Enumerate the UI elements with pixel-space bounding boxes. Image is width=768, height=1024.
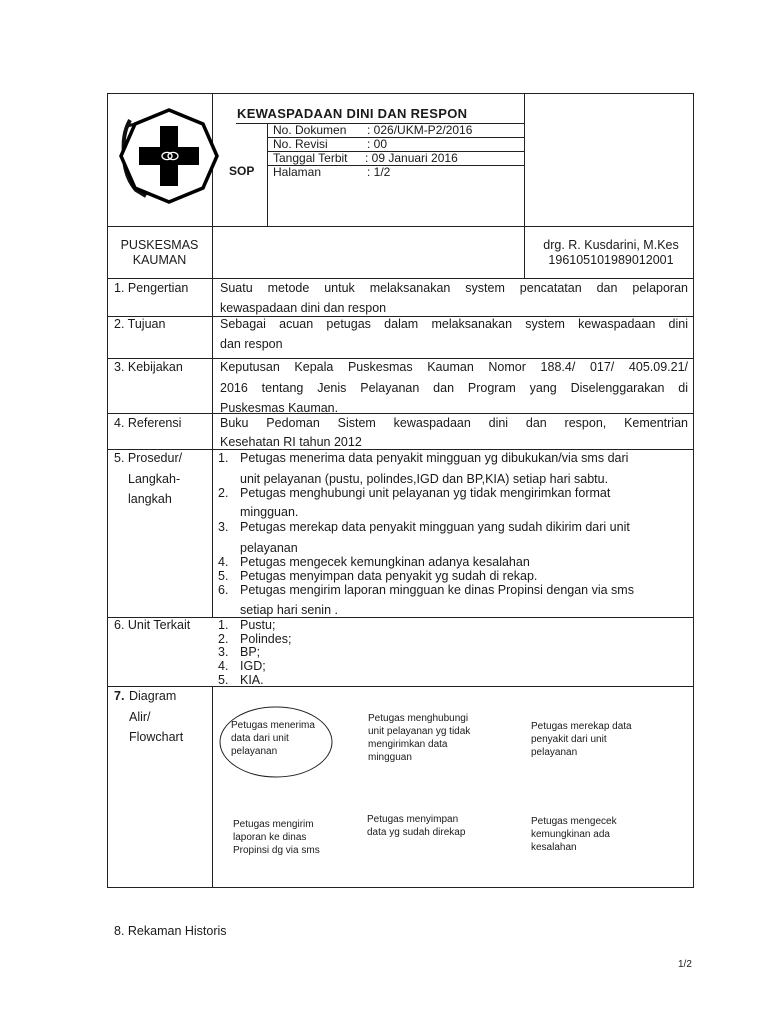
unit-number: 3. (218, 645, 229, 659)
signer-nip: 196105101989012001 (548, 253, 674, 267)
meta-no-dokumen-label: No. Dokumen (273, 123, 347, 137)
unit-text: KIA. (240, 673, 264, 687)
meta-no-dokumen-value: : 026/UKM-P2/2016 (367, 123, 473, 137)
section-diagram-label-2: Alir/ (129, 710, 151, 724)
unit-text: Pustu; (240, 618, 276, 632)
meta-halaman-label: Halaman (273, 165, 322, 179)
signer-name: drg. R. Kusdarini, M.Kes (543, 238, 679, 252)
section-kebijakan-label: 3. Kebijakan (114, 360, 183, 374)
section-tujuan-text-1: Sebagai acuan petugas dalam melaksanakan system kewaspadaan dini (220, 317, 688, 331)
page-number: 1/2 (678, 959, 692, 970)
section-pengertian-text-2: kewaspadaan dini dan respon (220, 301, 387, 315)
flow-text: Petugas menghubungi (368, 713, 469, 724)
section-pengertian-label: 1. Pengertian (114, 281, 189, 295)
section-tujuan-text-2: dan respon (220, 337, 283, 351)
flow-text: mingguan (368, 752, 412, 763)
flow-text: Petugas menerima (231, 720, 315, 731)
rule-right-column (524, 93, 525, 278)
meta-tanggal-label: Tanggal Terbit (273, 151, 348, 165)
step-text: Petugas mengecek kemungkinan adanya kesalahan (240, 555, 530, 569)
unit-text: IGD; (240, 659, 266, 673)
flow-text: penyakit dari unit (531, 734, 607, 745)
step-text: Petugas menghubungi unit pelayanan yg tidak mengirimkan format (240, 486, 611, 500)
flow-text: pelayanan (231, 746, 278, 757)
step-text: unit pelayanan (pustu, polindes,IGD dan BP,KIA) setiap hari sabtu. (240, 472, 609, 486)
section-kebijakan-text-1: Keputusan Kepala Puskesmas Kauman Nomor 188.4/ 017/ 405.09.21/ (220, 360, 688, 374)
rekaman-historis-heading: 8. Rekaman Historis (114, 924, 227, 938)
step-number: 3. (218, 520, 229, 534)
unit-number: 4. (218, 659, 229, 673)
step-number: 2. (218, 486, 229, 500)
meta-no-revisi-label: No. Revisi (273, 137, 328, 151)
rule-unit-bottom (107, 686, 694, 687)
step-text: pelayanan (240, 541, 298, 555)
section-unit-label: 6. Unit Terkait (114, 618, 191, 632)
flowchart-box-hubungi (368, 712, 470, 764)
section-tujuan-label: 2. Tujuan (114, 317, 166, 331)
flowchart-box-terima (231, 719, 315, 758)
flow-text: pelayanan (531, 747, 578, 758)
puskesmas-logo-icon (116, 104, 222, 204)
step-text: Petugas menyimpan data penyakit yg sudah di rekap. (240, 569, 538, 583)
unit-number: 5. (218, 673, 229, 687)
flow-text: Petugas mengirim (233, 819, 314, 830)
rule-referensi-bottom (107, 449, 694, 450)
section-kebijakan-text-3: Puskesmas Kauman. (220, 401, 339, 415)
flow-text: Petugas menyimpan (367, 814, 459, 825)
rule-header-bottom (107, 226, 694, 227)
flowchart-box-cek (531, 815, 617, 854)
unit-text: Polindes; (240, 632, 292, 646)
section-diagram-label-1: Diagram (129, 689, 177, 703)
unit-text: BP; (240, 645, 261, 659)
rule-tujuan-bottom (107, 358, 694, 359)
section-referensi-label: 4. Referensi (114, 416, 182, 430)
unit-number: 2. (218, 632, 229, 646)
meta-tanggal-value: : 09 Januari 2016 (365, 151, 458, 165)
step-number: 5. (218, 569, 229, 583)
rule-label-column-diagram (212, 686, 213, 888)
rule-kebijakan-bottom (107, 413, 694, 414)
step-text: setiap hari senin . (240, 603, 338, 617)
flow-text: mengirimkan data (368, 739, 448, 750)
flow-text: Propinsi dg via sms (233, 845, 320, 856)
flow-text: data dari unit (231, 733, 289, 744)
section-prosedur-label-1: 5. Prosedur/ (114, 451, 183, 465)
step-text: Petugas merekap data penyakit mingguan yang sudah dikirim dari unit (240, 520, 630, 534)
document-title: KEWASPADAAN DINI DAN RESPON (237, 106, 468, 121)
step-number: 4. (218, 555, 229, 569)
flow-text: unit pelayanan yg tidak (368, 726, 471, 737)
flow-text: data yg sudah direkap (367, 827, 466, 838)
org-name-line2: KAUMAN (132, 253, 187, 267)
flow-text: kesalahan (531, 842, 577, 853)
section-kebijakan-text-2: 2016 tentang Jenis Pelayanan dan Program yang Diselenggarakan di (220, 381, 688, 395)
step-text: Petugas menerima data penyakit mingguan yg dibukukan/via sms dari (240, 451, 629, 465)
section-pengertian-text-1: Suatu metode untuk melaksanakan system pencatatan dan pelaporan (220, 281, 688, 295)
flowchart-box-kirim (233, 818, 320, 857)
rule-meta-left (267, 123, 268, 226)
sop-label: SOP (229, 164, 255, 178)
flow-text: kemungkinan ada (531, 829, 610, 840)
unit-number: 1. (218, 618, 229, 632)
flow-text: Petugas merekap data (531, 721, 632, 732)
step-text: Petugas mengirim laporan mingguan ke dinas Propinsi dengan via sms (240, 583, 634, 597)
meta-halaman-value: : 1/2 (367, 165, 391, 179)
step-number: 6. (218, 583, 229, 597)
flowchart-box-simpan (367, 813, 465, 839)
flow-text: laporan ke dinas (233, 832, 307, 843)
org-name-line1: PUSKESMAS (120, 238, 199, 252)
section-referensi-text-1: Buku Pedoman Sistem kewaspadaan dini dan respon, Kementrian (220, 416, 688, 430)
step-number: 1. (218, 451, 229, 465)
flow-text: Petugas mengecek (531, 816, 617, 827)
flowchart-box-rekap (531, 720, 632, 759)
rule-org-bottom (107, 278, 694, 279)
rule-prosedur-bottom (107, 617, 694, 618)
section-prosedur-label-3: langkah (128, 492, 172, 506)
step-text: mingguan. (240, 505, 299, 519)
section-diagram-number: 7. (114, 689, 125, 703)
section-referensi-text-2: Kesehatan RI tahun 2012 (220, 435, 362, 449)
section-diagram-label-3: Flowchart (129, 730, 184, 744)
section-prosedur-label-2: Langkah- (128, 472, 181, 486)
meta-no-revisi-value: : 00 (367, 137, 388, 151)
